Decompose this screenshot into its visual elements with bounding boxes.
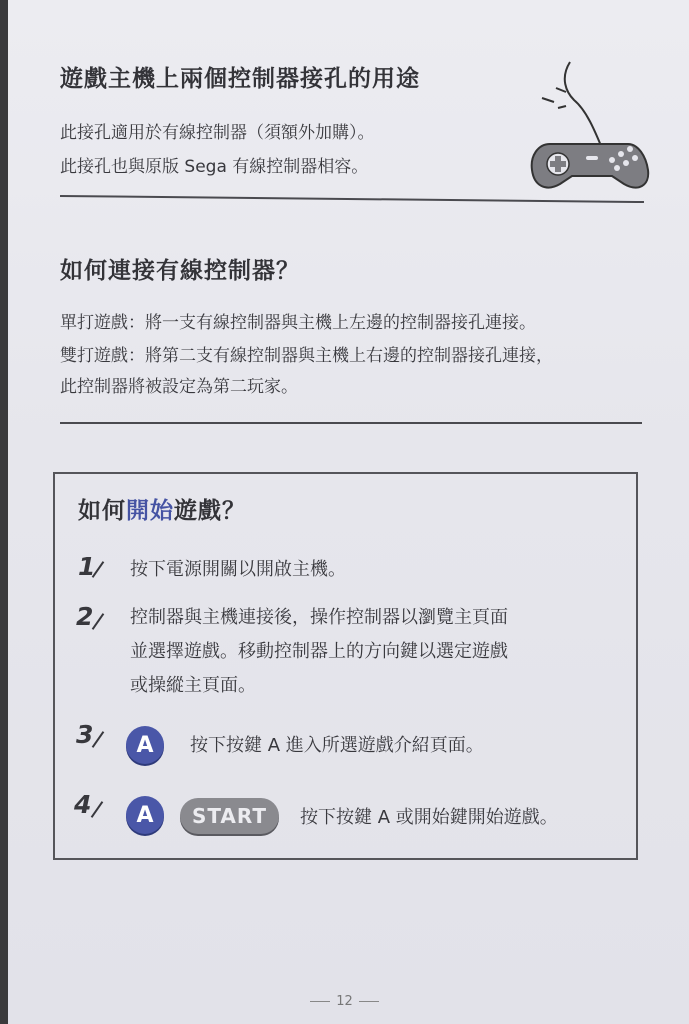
step-2-line-2: 並選擇遊戲。移動控制器上的方向鍵以選定遊戲 [130,641,508,662]
a-button-icon: A [126,726,164,764]
section-title-start [78,492,246,525]
dash-left [310,1001,330,1002]
connect-line-2: 雙打遊戲：將第二支有線控制器與主機上右邊的控制器接孔連接， [60,346,553,366]
step-4-text: 按下按鍵 A 或開始鍵開始遊戲。 [300,807,558,828]
title-post: 遊戲？ [174,498,246,524]
section-title-ports: 遊戲主機上兩個控制器接孔的用途 [60,66,420,92]
a-button-icon: A [126,796,164,834]
step-number: 4 [74,790,92,819]
step-number: 3 [76,720,94,749]
step-3-text: 按下按鍵 A 進入所選遊戲介紹頁面。 [190,735,484,756]
start-button-icon: START [180,798,279,834]
connect-line-3: 此控制器將被設定為第二玩家。 [60,377,298,397]
step-2-line-1: 控制器與主機連接後，操作控制器以瀏覽主頁面 [130,607,508,628]
ports-line-2: 此接孔也與原版 Sega 有線控制器相容。 [60,157,369,177]
step-1-text: 按下電源開關以開啟主機。 [130,559,346,580]
title-pre: 如何 [78,498,126,524]
divider-2 [60,422,642,424]
connect-line-1: 單打遊戲：將一支有線控制器與主機上左邊的控制器接孔連接。 [60,313,536,333]
page-number [0,994,689,1009]
step-2-line-3: 或操縱主頁面。 [130,675,256,696]
section-title-connect: 如何連接有線控制器？ [60,258,300,284]
controller-icon [528,48,653,198]
step-number: 1 [78,552,96,581]
page-number-value: 12 [336,994,353,1009]
step-number: 2 [76,602,94,631]
ports-line-1: 此接孔適用於有線控制器（須額外加購）。 [60,123,375,143]
dash-right [359,1001,379,1002]
title-highlight: 開始 [126,498,174,524]
